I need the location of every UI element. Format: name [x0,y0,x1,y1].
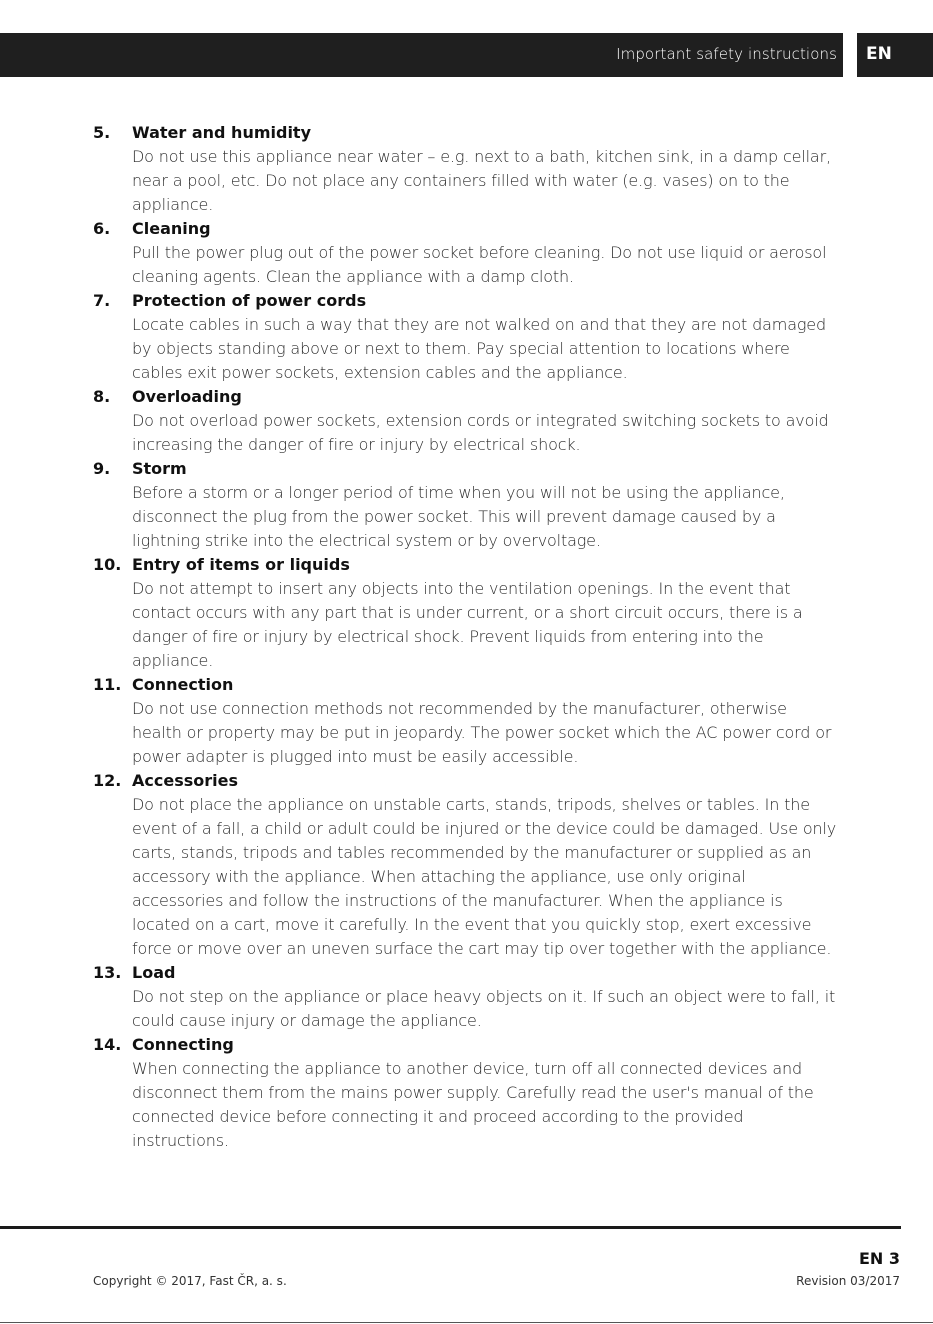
item-number: 8. [93,387,111,406]
bottom-divider [0,1322,933,1323]
item-number: 7. [93,291,111,310]
instruction-item [93,289,838,385]
item-number: 12. [93,771,122,790]
item-body: Do not step on the appliance or place heavy objects on it. If such an object were to fall, it could cause injury or damage the appliance. [132,987,836,1030]
language-label: EN [866,44,892,64]
instruction-item [93,673,838,769]
language-tab [857,33,933,77]
item-title: Storm [132,459,187,478]
item-body: Do not overload power sockets, extension cords or integrated switching sockets to avoid increasing the danger of fire or injury by electrical shock. [132,411,829,454]
item-body: Do not attempt to insert any objects into the ventilation openings. In the event that contact occurs with any part that is under current, or a short circuit occurs, there is a danger of fire or injury by electrical shock. Prevent liquids from entering into the appliance. [132,579,803,670]
instruction-item [93,961,838,1033]
item-number: 11. [93,675,122,694]
section-title: Important safety instructions [616,45,837,63]
footer-divider [0,1226,901,1229]
instruction-item [93,769,838,961]
instruction-item [93,553,838,673]
safety-instructions-list [93,121,838,1153]
item-number: 5. [93,123,111,142]
item-title: Connecting [132,1035,234,1054]
item-body: Do not place the appliance on unstable carts, stands, tripods, shelves or tables. In the event of a fall, a child or adult could be injured or the device could be damaged. Use only carts, stands, tripods and tables recommended by the manufacturer or supplied as an accessory with the appliance. When attaching the appliance, use only original accessories and follow the instructions of the manufacturer. When the appliance is located on a cart, move it carefully. In the event that you quickly stop, exert excessive force or move over an uneven surface the cart may tip over together with the appliance. [132,795,837,958]
item-title: Connection [132,675,234,694]
instruction-item [93,385,838,457]
item-number: 13. [93,963,122,982]
item-body: Locate cables in such a way that they are not walked on and that they are not damaged by objects standing above or next to them. Pay special attention to locations where cables exit power sockets, extension cables and the appliance. [132,315,827,382]
item-body: Do not use connection methods not recommended by the manufacturer, otherwise health or property may be put in jeopardy. The power socket which the AC power cord or power adapter is plugged into must be easily accessible. [132,699,832,766]
page-number: EN 3 [858,1249,900,1268]
instruction-item [93,217,838,289]
revision-text: Revision 03/2017 [796,1274,900,1288]
item-number: 6. [93,219,111,238]
item-title: Cleaning [132,219,211,238]
item-title: Protection of power cords [132,291,367,310]
item-body: Do not use this appliance near water – e.g. next to a bath, kitchen sink, in a damp cellar, near a pool, etc. Do not place any containers filled with water (e.g. vases) on to the appliance. [132,147,831,214]
item-body: When connecting the appliance to another device, turn off all connected devices and disconnect them from the mains power supply. Carefully read the user's manual of the connected device before connecting it and proceed according to the provided instructions. [132,1059,814,1150]
item-number: 10. [93,555,122,574]
item-body: Before a storm or a longer period of time when you will not be using the appliance, disconnect the plug from the power socket. This will prevent damage caused by a lightning strike into the electrical system or by overvoltage. [132,483,785,550]
copyright-text: Copyright © 2017, Fast ČR, a. s. [93,1274,287,1288]
item-title: Load [132,963,176,982]
item-number: 9. [93,459,111,478]
header-bar [0,33,843,77]
item-number: 14. [93,1035,122,1054]
item-title: Accessories [132,771,238,790]
item-title: Overloading [132,387,242,406]
item-title: Water and humidity [132,123,311,142]
item-body: Pull the power plug out of the power socket before cleaning. Do not use liquid or aerosol cleaning agents. Clean the appliance with a damp cloth. [132,243,827,286]
instruction-item [93,457,838,553]
instruction-item [93,1033,838,1153]
item-title: Entry of items or liquids [132,555,350,574]
instruction-item [93,121,838,217]
